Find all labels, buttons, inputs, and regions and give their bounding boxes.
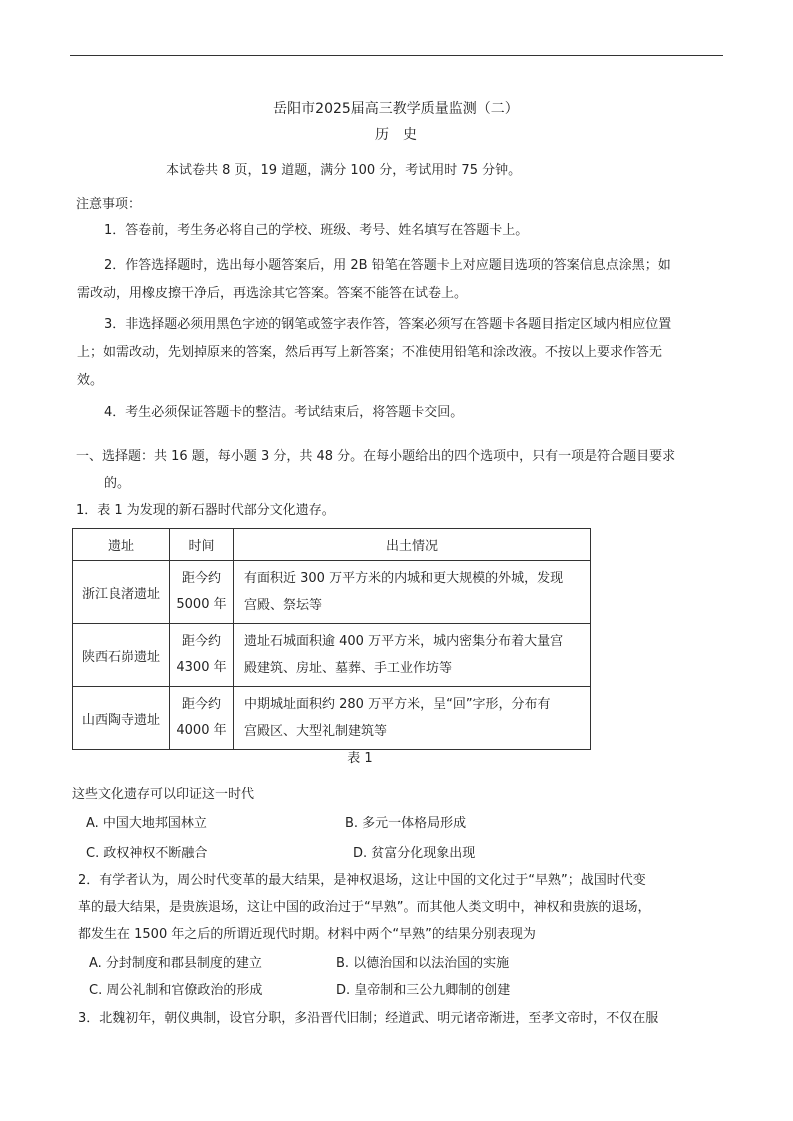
column-header-site: 遗址 — [73, 529, 170, 561]
option-b: B. 多元一体格局形成 — [345, 816, 467, 831]
time-cell — [170, 624, 234, 687]
findings-line: 遗址石城面积逾 400 万平方米，城内密集分布着大量宫 — [244, 634, 564, 649]
question-3-stem: 3．北魏初年，朝仪典制，设官分职，多沿晋代旧制；经道武、明元诸帝渐进，至孝文帝时，不仅在服 — [78, 1011, 659, 1026]
time-line: 4300 年 — [176, 660, 227, 675]
table-row — [73, 561, 591, 624]
option-d: D. 贫富分化现象出现 — [353, 846, 476, 861]
time-cell — [170, 687, 234, 750]
notice-heading: 注意事项： — [76, 197, 142, 212]
header-rule — [70, 55, 723, 56]
section-heading: 一、选择题：共 16 题，每小题 3 分，共 48 分。在每小题给出的四个选项中，只有一项是符合题目要求 — [76, 449, 676, 464]
notice-item: 4．考生必须保证答题卡的整洁。考试结束后，将答题卡交回。 — [104, 405, 464, 420]
option-c: C. 政权神权不断融合 — [86, 846, 208, 861]
subject-title: 历 史 — [375, 127, 417, 143]
option-d: D. 皇帝制和三公九卿制的创建 — [336, 983, 511, 998]
column-header-findings: 出土情况 — [234, 529, 591, 561]
findings-cell — [234, 561, 591, 624]
option-a: A. 分封制度和郡县制度的建立 — [89, 956, 262, 971]
site-cell: 浙江良渚遗址 — [73, 561, 170, 624]
option-a: A. 中国大地邦国林立 — [86, 816, 207, 831]
notice-item: 2．作答选择题时，选出每小题答案后，用 2B 铅笔在答题卡上对应题目选项的答案信息点涂黑；如 — [104, 258, 671, 273]
table-header-row — [73, 529, 591, 561]
findings-line: 宫殿、祭坛等 — [244, 598, 323, 613]
question-1-stem: 1．表 1 为发现的新石器时代部分文化遗存。 — [76, 503, 335, 518]
time-line: 4000 年 — [176, 723, 227, 738]
question-2-stem-continued: 革的最大结果，是贵族退场，这让中国的政治过于“早熟”。而其他人类文明中，神权和贵族的退场， — [78, 900, 651, 915]
notice-item-continued: 需改动，用橡皮擦干净后，再选涂其它答案。答案不能答在试卷上。 — [77, 286, 468, 301]
table-row — [73, 687, 591, 750]
option-c: C. 周公礼制和官僚政治的形成 — [89, 983, 263, 998]
table-caption: 表 1 — [347, 751, 373, 766]
time-line: 距今约 — [181, 634, 221, 649]
question-1-prompt: 这些文化遗存可以印证这一时代 — [72, 787, 255, 802]
findings-line: 殿建筑、房址、墓葬、手工业作坊等 — [244, 661, 453, 676]
notice-item: 3．非选择题必须用黑色字迹的钢笔或签字表作答，答案必须写在答题卡各题目指定区域内相应位置 — [104, 317, 672, 332]
findings-line: 有面积近 300 万平方米的内城和更大规模的外城，发现 — [244, 571, 564, 586]
site-cell: 山西陶寺遗址 — [73, 687, 170, 750]
notice-item-continued: 效。 — [77, 373, 104, 388]
notice-item: 1．答卷前，考生务必将自己的学校、班级、考号、姓名填写在答题卡上。 — [104, 223, 529, 238]
question-2-stem-continued: 都发生在 1500 年之后的所谓近现代时期。材料中两个“早熟”的结果分别表现为 — [78, 927, 536, 942]
relics-table — [72, 528, 591, 750]
findings-line: 宫殿区、大型礼制建筑等 — [244, 724, 388, 739]
findings-cell — [234, 624, 591, 687]
question-2-stem: 2．有学者认为，周公时代变革的最大结果，是神权退场，这让中国的文化过于“早熟”；战国时代变 — [78, 873, 646, 888]
column-header-time: 时间 — [170, 529, 234, 561]
findings-cell — [234, 687, 591, 750]
time-line: 5000 年 — [176, 597, 227, 612]
exam-title: 岳阳市2025届高三教学质量监测（二） — [273, 101, 519, 117]
option-b: B. 以德治国和以法治国的实施 — [336, 956, 510, 971]
notice-item-continued: 上；如需改动，先划掉原来的答案，然后再写上新答案；不准使用铅笔和涂改液。不按以上要求作答无 — [77, 345, 663, 360]
exam-intro: 本试卷共 8 页，19 道题，满分 100 分，考试用时 75 分钟。 — [166, 163, 522, 178]
time-line: 距今约 — [181, 697, 221, 712]
time-line: 距今约 — [181, 571, 221, 586]
section-heading-continued: 的。 — [104, 476, 131, 491]
time-cell — [170, 561, 234, 624]
table-row — [73, 624, 591, 687]
findings-line: 中期城址面积约 280 万平方米，呈“回”字形，分布有 — [244, 697, 551, 712]
site-cell: 陕西石峁遗址 — [73, 624, 170, 687]
